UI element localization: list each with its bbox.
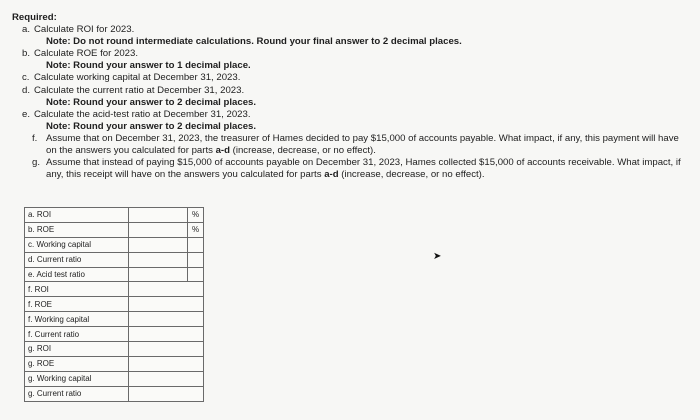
answer-select-f-roe[interactable]: [129, 297, 204, 312]
unit-label: [188, 252, 204, 267]
unit-label: %: [188, 222, 204, 237]
note-d: Note: Round your answer to 2 decimal places.: [46, 96, 257, 108]
table-row: [25, 267, 204, 282]
row-label: c. Working capital: [25, 237, 129, 252]
row-label: g. ROI: [25, 342, 129, 357]
note-e: Note: Round your answer to 2 decimal places.: [46, 120, 257, 132]
answer-input-working-capital[interactable]: [129, 237, 188, 252]
answer-input-current-ratio[interactable]: [129, 252, 188, 267]
table-row: [25, 342, 204, 357]
answer-select-g-roe[interactable]: [129, 356, 204, 371]
table-row: [25, 356, 204, 371]
row-label: f. ROE: [25, 297, 129, 312]
table-row: [25, 282, 204, 297]
requirement-b: b. Calculate ROE for 2023.: [22, 48, 138, 60]
row-label: d. Current ratio: [25, 252, 129, 267]
row-label: a. ROI: [25, 208, 129, 223]
answer-input-roi[interactable]: [129, 208, 188, 223]
table-row: [25, 371, 204, 386]
unit-label: [188, 237, 204, 252]
row-label: g. Working capital: [25, 371, 129, 386]
requirement-c: c. Calculate working capital at December 31, 2023.: [22, 72, 241, 84]
table-row: [25, 297, 204, 312]
answer-select-g-working-capital[interactable]: [129, 371, 204, 386]
answer-input-roe[interactable]: [129, 222, 188, 237]
unit-label: %: [188, 208, 204, 223]
row-label: e. Acid test ratio: [25, 267, 129, 282]
answer-select-f-roi[interactable]: [129, 282, 204, 297]
row-label: g. ROE: [25, 356, 129, 371]
table-row: [25, 312, 204, 327]
row-label: f. Working capital: [25, 312, 129, 327]
required-heading: Required:: [12, 12, 57, 23]
table-row: [25, 237, 204, 252]
row-label: f. ROI: [25, 282, 129, 297]
table-row: [25, 386, 204, 401]
mouse-pointer-icon: ➤: [433, 251, 442, 262]
table-row: [25, 327, 204, 342]
instructions: [12, 12, 688, 181]
answer-select-g-roi[interactable]: [129, 342, 204, 357]
requirement-g: g. Assume that instead of paying $15,000 of accounts payable on December 31, 2023, Hames collected $15,000 of accounts receivable. What impact, if any, this receipt will have on the answers you calculated for parts a-d (increase, decrease, or no effect).: [32, 157, 681, 181]
answer-select-f-current-ratio[interactable]: [129, 327, 204, 342]
requirement-f: f. Assume that on December 31, 2023, the treasurer of Hames decided to pay $15,000 of accounts payable. What impact, if any, this payment will have on the answers you calculated for parts a-d (increase, decrease, or no effect).: [32, 132, 679, 157]
answer-select-g-current-ratio[interactable]: [129, 386, 204, 401]
unit-label: [188, 267, 204, 282]
requirement-a: a. Calculate ROI for 2023.: [22, 24, 135, 36]
answer-input-acid-test-ratio[interactable]: [129, 267, 188, 282]
table-row: [25, 252, 204, 267]
requirement-d: d. Calculate the current ratio at December 31, 2023.: [22, 84, 245, 96]
table-row: [25, 222, 204, 237]
note-a: Note: Do not round intermediate calculations. Round your final answer to 2 decimal places.: [46, 36, 462, 48]
answer-table: [24, 207, 204, 402]
table-row: [25, 208, 204, 223]
row-label: b. ROE: [25, 222, 129, 237]
row-label: f. Current ratio: [25, 327, 129, 342]
note-b: Note: Round your answer to 1 decimal place.: [46, 60, 251, 72]
requirement-e: e. Calculate the acid-test ratio at December 31, 2023.: [22, 108, 251, 120]
answer-select-f-working-capital[interactable]: [129, 312, 204, 327]
row-label: g. Current ratio: [25, 386, 129, 401]
